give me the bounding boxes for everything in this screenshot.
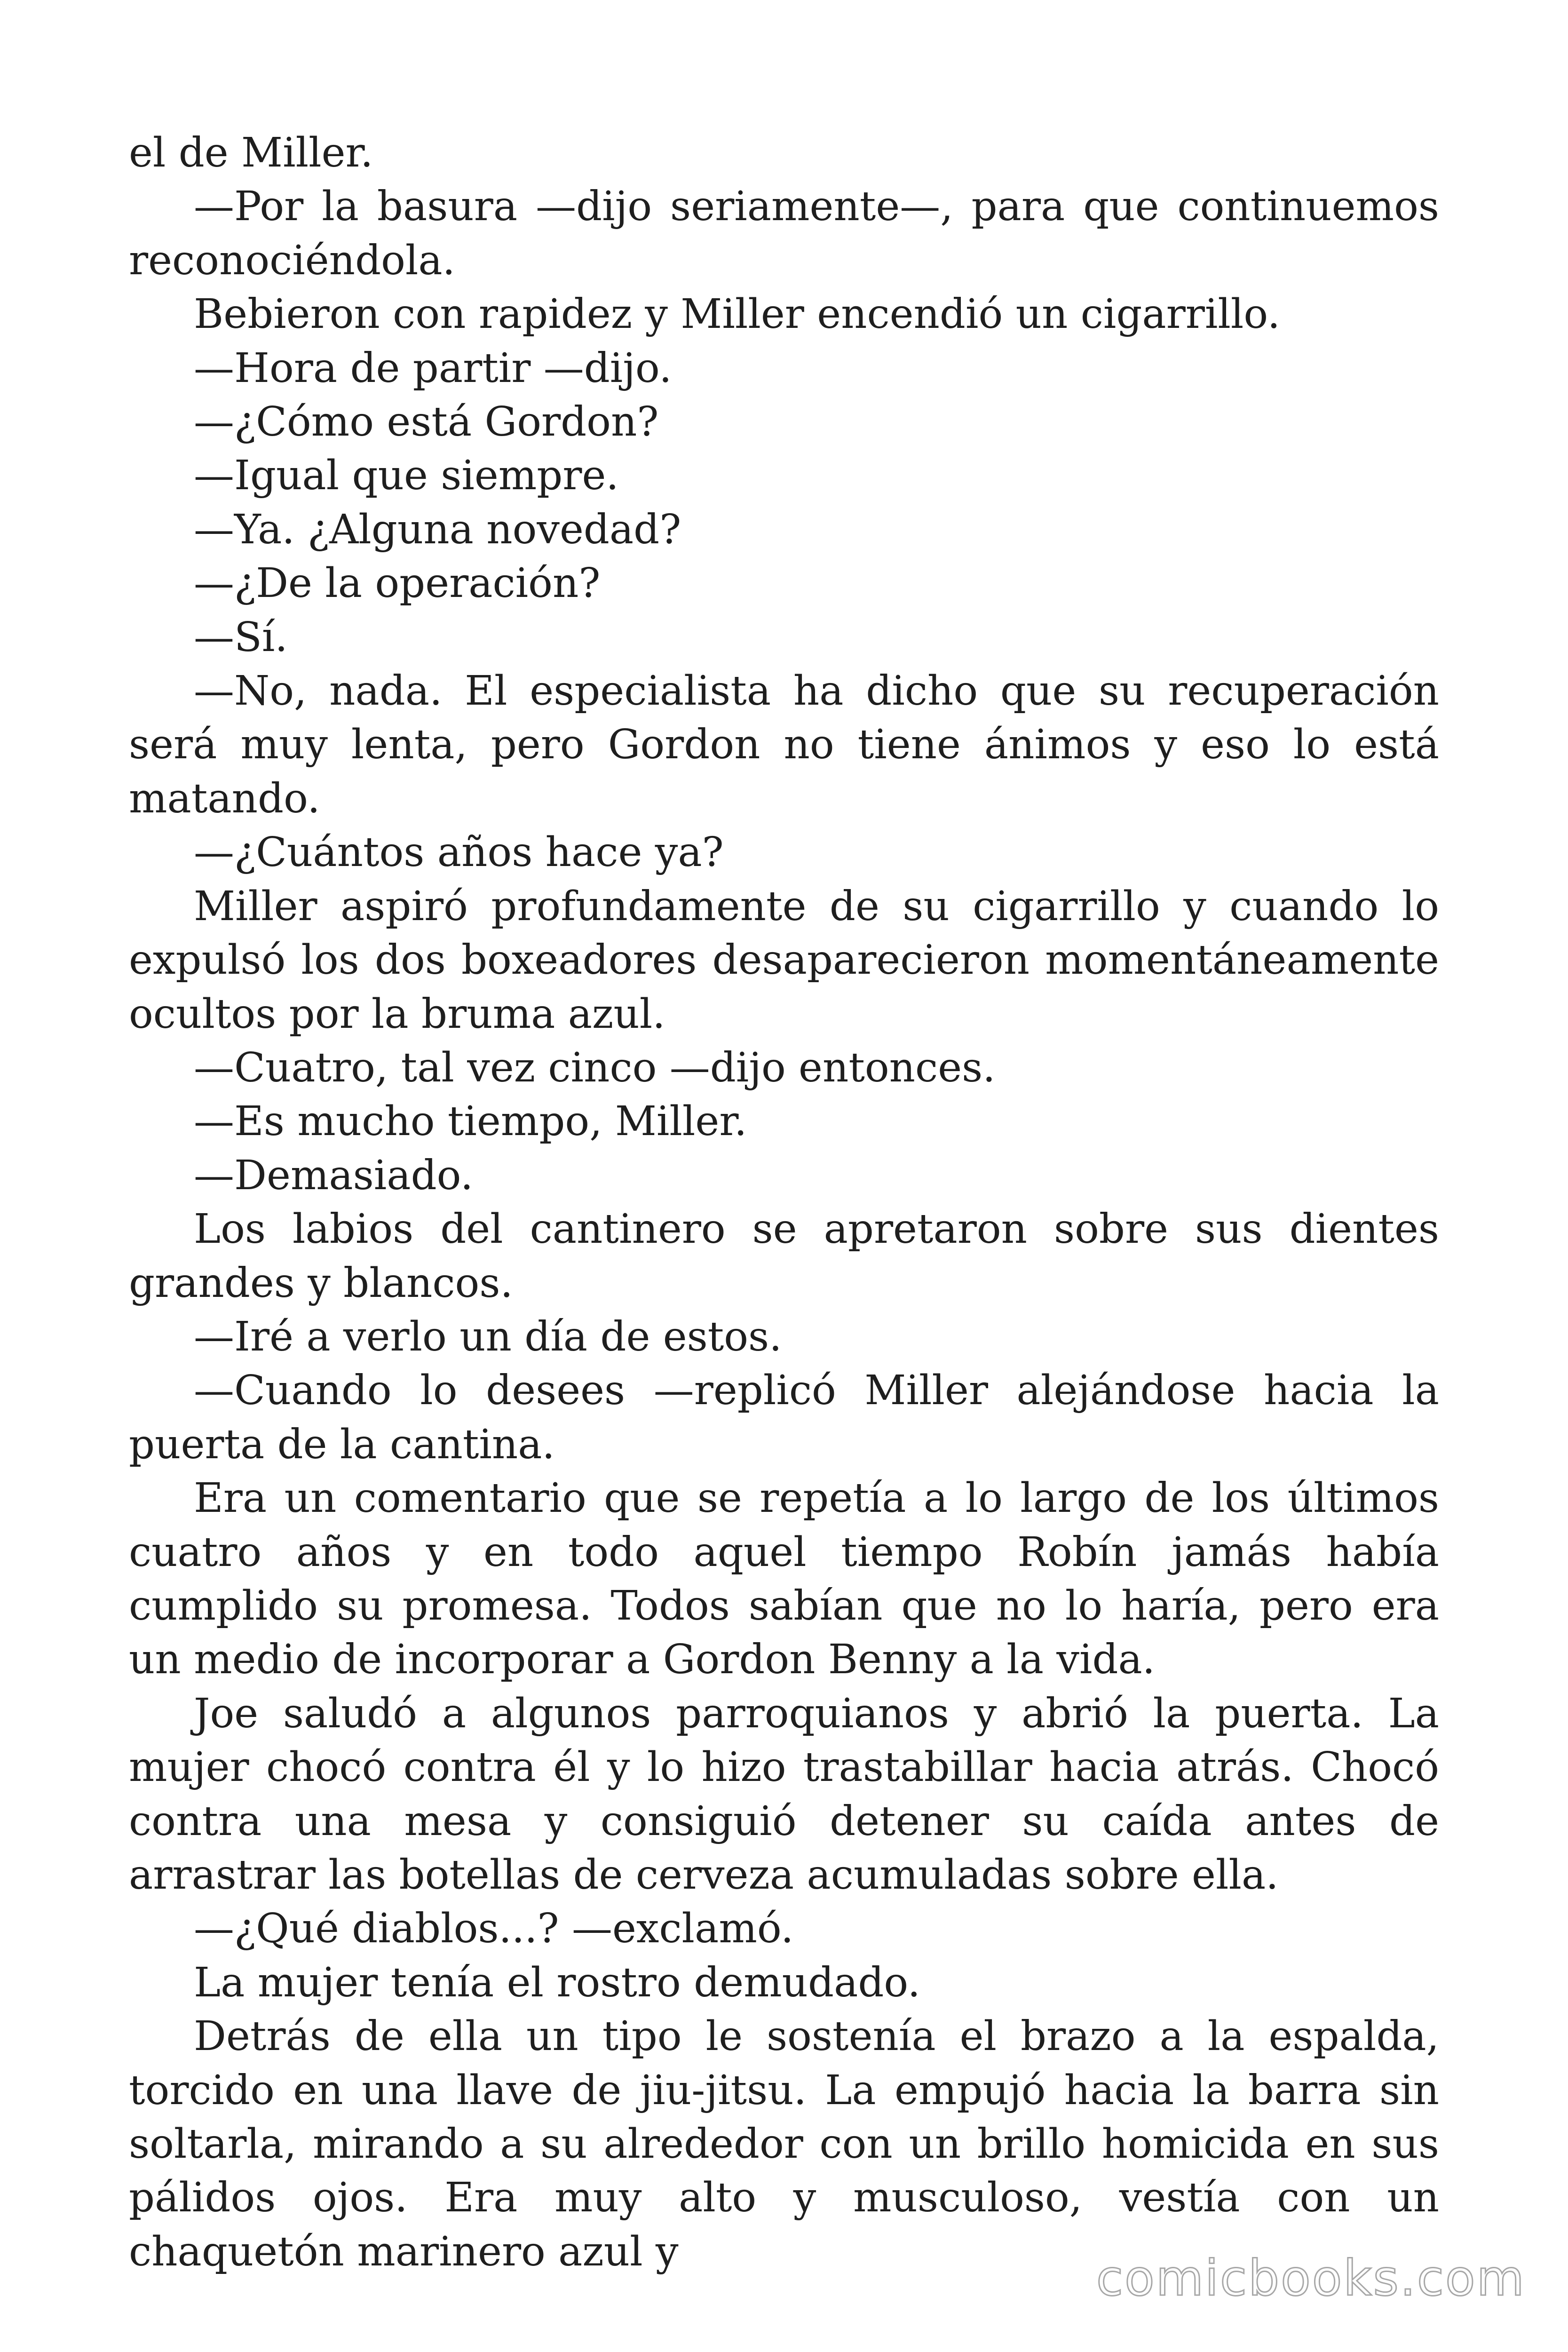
paragraph: —Por la basura —dijo seriamente—, para que continuemos reconociéndola. bbox=[129, 183, 1439, 284]
paragraph: —Iré a verlo un día de estos. bbox=[194, 1313, 782, 1360]
paragraph: —¿De la operación? bbox=[194, 560, 601, 607]
paragraph: —¿Cuántos años hace ya? bbox=[194, 829, 724, 876]
paragraph: —No, nada. El especialista ha dicho que su recuperación será muy lenta, pero Gordon no tiene ánimos y eso lo está matando. bbox=[129, 667, 1439, 822]
paragraph: Miller aspiró profundamente de su cigarrillo y cuando lo expulsó los dos boxeadores desaparecieron momentáneamente ocultos por la bruma azul. bbox=[129, 882, 1439, 1038]
paragraph: —Igual que siempre. bbox=[194, 452, 619, 500]
paragraph: —¿Cómo está Gordon? bbox=[194, 398, 659, 446]
paragraph: el de Miller. bbox=[129, 129, 373, 176]
paragraph: —¿Qué diablos...? —exclamó. bbox=[194, 1905, 794, 1953]
paragraph: —Sí. bbox=[194, 613, 288, 661]
paragraph: —Cuatro, tal vez cinco —dijo entonces. bbox=[194, 1044, 996, 1091]
paragraph: —Es mucho tiempo, Miller. bbox=[194, 1098, 747, 1145]
watermark-logo: comicbooks.com bbox=[1096, 2249, 1526, 2307]
paragraph: La mujer tenía el rostro demudado. bbox=[194, 1959, 921, 2006]
paragraph: Los labios del cantinero se apretaron sobre sus dientes grandes y blancos. bbox=[129, 1206, 1439, 1307]
paragraph: —Hora de partir —dijo. bbox=[194, 344, 672, 392]
paragraph: Detrás de ella un tipo le sostenía el brazo a la espalda, torcido en una llave de jiu-jitsu. La empujó hacia la barra sin soltarla, mirando a su alrededor con un brillo homicida en sus pálidos ojos. Era muy alto y musculoso, vestía con un chaquetón marinero azul y bbox=[129, 2013, 1439, 2275]
paragraph: —Demasiado. bbox=[194, 1152, 474, 1199]
body-text bbox=[129, 126, 1439, 2279]
paragraph: Bebieron con rapidez y Miller encendió un cigarrillo. bbox=[194, 291, 1281, 338]
paragraph: Era un comentario que se repetía a lo largo de los últimos cuatro años y en todo aquel tiempo Robín jamás había cumplido su promesa. Todos sabían que no lo haría, pero era un medio de incorporar a Gordon Benny a la vida. bbox=[129, 1475, 1439, 1684]
paragraph: —Ya. ¿Alguna novedad? bbox=[194, 506, 681, 553]
paragraph: —Cuando lo desees —replicó Miller alejándose hacia la puerta de la cantina. bbox=[129, 1367, 1439, 1468]
paragraph: Joe saludó a algunos parroquianos y abrió la puerta. La mujer chocó contra él y lo hizo trastabillar hacia atrás. Chocó contra una mesa y consiguió detener su caída antes de arrastrar las botellas de cerveza acumuladas sobre ella. bbox=[129, 1690, 1439, 1899]
